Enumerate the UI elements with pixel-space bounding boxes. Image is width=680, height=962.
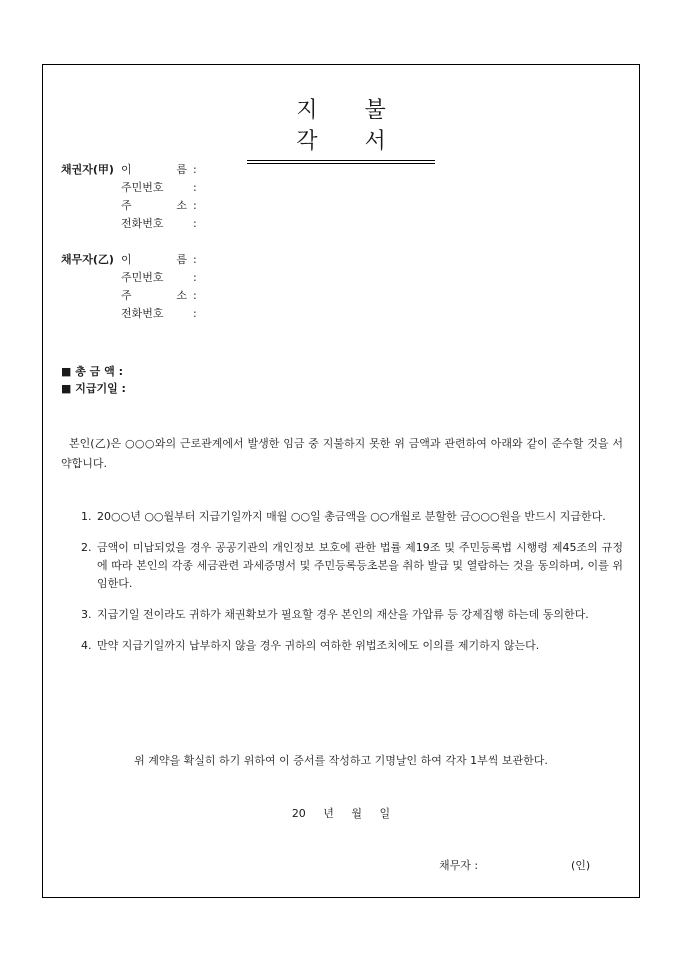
item-text: 만약 지급기일까지 납부하지 않을 경우 귀하의 여하한 위법조치에도 이의를 제기하지 않는다. <box>97 639 540 652</box>
pledge-list <box>81 508 623 668</box>
item-number: 2. <box>81 541 92 554</box>
creditor-phone-row: 전화번호 : <box>61 215 197 233</box>
debtor-address-row: 주 소 : <box>61 287 197 305</box>
total-amount-label: ■ 총 금 액 : <box>61 365 123 378</box>
field-label: 주 소 <box>121 199 187 212</box>
creditor-label: 채권자(甲) <box>61 163 114 176</box>
signer-label: 채무자 : <box>439 859 479 872</box>
field-label: 전화번호 <box>121 307 164 320</box>
list-item <box>81 508 623 526</box>
payment-deadline-label: ■ 지급기일 : <box>61 382 126 395</box>
field-label: 이 름 <box>121 163 187 176</box>
document-title: 지 불 각 서 <box>247 93 435 164</box>
debtor-label: 채무자(乙) <box>61 253 114 266</box>
list-item <box>81 606 623 624</box>
item-text: 지급기일 전이라도 귀하가 채권확보가 필요할 경우 본인의 재산을 가압류 등 강제집행 하는데 동의한다. <box>97 608 589 621</box>
closing-statement: 위 계약을 확실히 하기 위하여 이 증서를 작성하고 기명날인 하여 각자 1부씩 보관한다. <box>134 754 548 767</box>
item-text: 금액이 미납되었을 경우 공공기관의 개인정보 보호에 관한 법률 제19조 및 주민등록법 시행령 제45조의 규정에 따라 본인의 각종 세금관련 과세증명서 및 주민등록등초본을 취하 발급 및 열람하는 것을 동의하며, 이를 위임한다. <box>97 541 623 590</box>
signature-line <box>439 857 590 873</box>
creditor-block <box>61 161 197 233</box>
field-label: 주민번호 <box>121 271 164 284</box>
title-block <box>43 93 639 164</box>
creditor-name-row: 채권자(甲) 이 름 : <box>61 161 197 179</box>
amount-block <box>61 363 126 397</box>
item-number: 1. <box>81 510 92 523</box>
creditor-id-row: 주민번호 : <box>61 179 197 197</box>
list-item <box>81 539 623 593</box>
debtor-name-row: 채무자(乙) 이 름 : <box>61 251 197 269</box>
field-label: 주 소 <box>121 289 187 302</box>
item-number: 3. <box>81 608 92 621</box>
field-label: 전화번호 <box>121 217 164 230</box>
item-text: 20○○년 ○○월부터 지급기일까지 매월 ○○일 총금액을 ○○개월로 분할한 금○○○원을 반드시 지급한다. <box>97 510 606 523</box>
debtor-id-row: 주민번호 : <box>61 269 197 287</box>
debtor-phone-row: 전화번호 : <box>61 305 197 323</box>
intro-paragraph: 본인(乙)은 ○○○와의 근로관계에서 발생한 임금 중 지불하지 못한 위 금액과 관련하여 아래와 같이 준수할 것을 서약합니다. <box>61 437 623 470</box>
document-page <box>42 64 640 898</box>
list-item <box>81 637 623 655</box>
creditor-address-row: 주 소 : <box>61 197 197 215</box>
debtor-block <box>61 251 197 323</box>
field-label: 이 름 <box>121 253 187 266</box>
item-number: 4. <box>81 639 92 652</box>
field-label: 주민번호 <box>121 181 164 194</box>
date-line: 20 년 월 일 <box>291 807 391 820</box>
seal-mark: (인) <box>571 859 591 872</box>
